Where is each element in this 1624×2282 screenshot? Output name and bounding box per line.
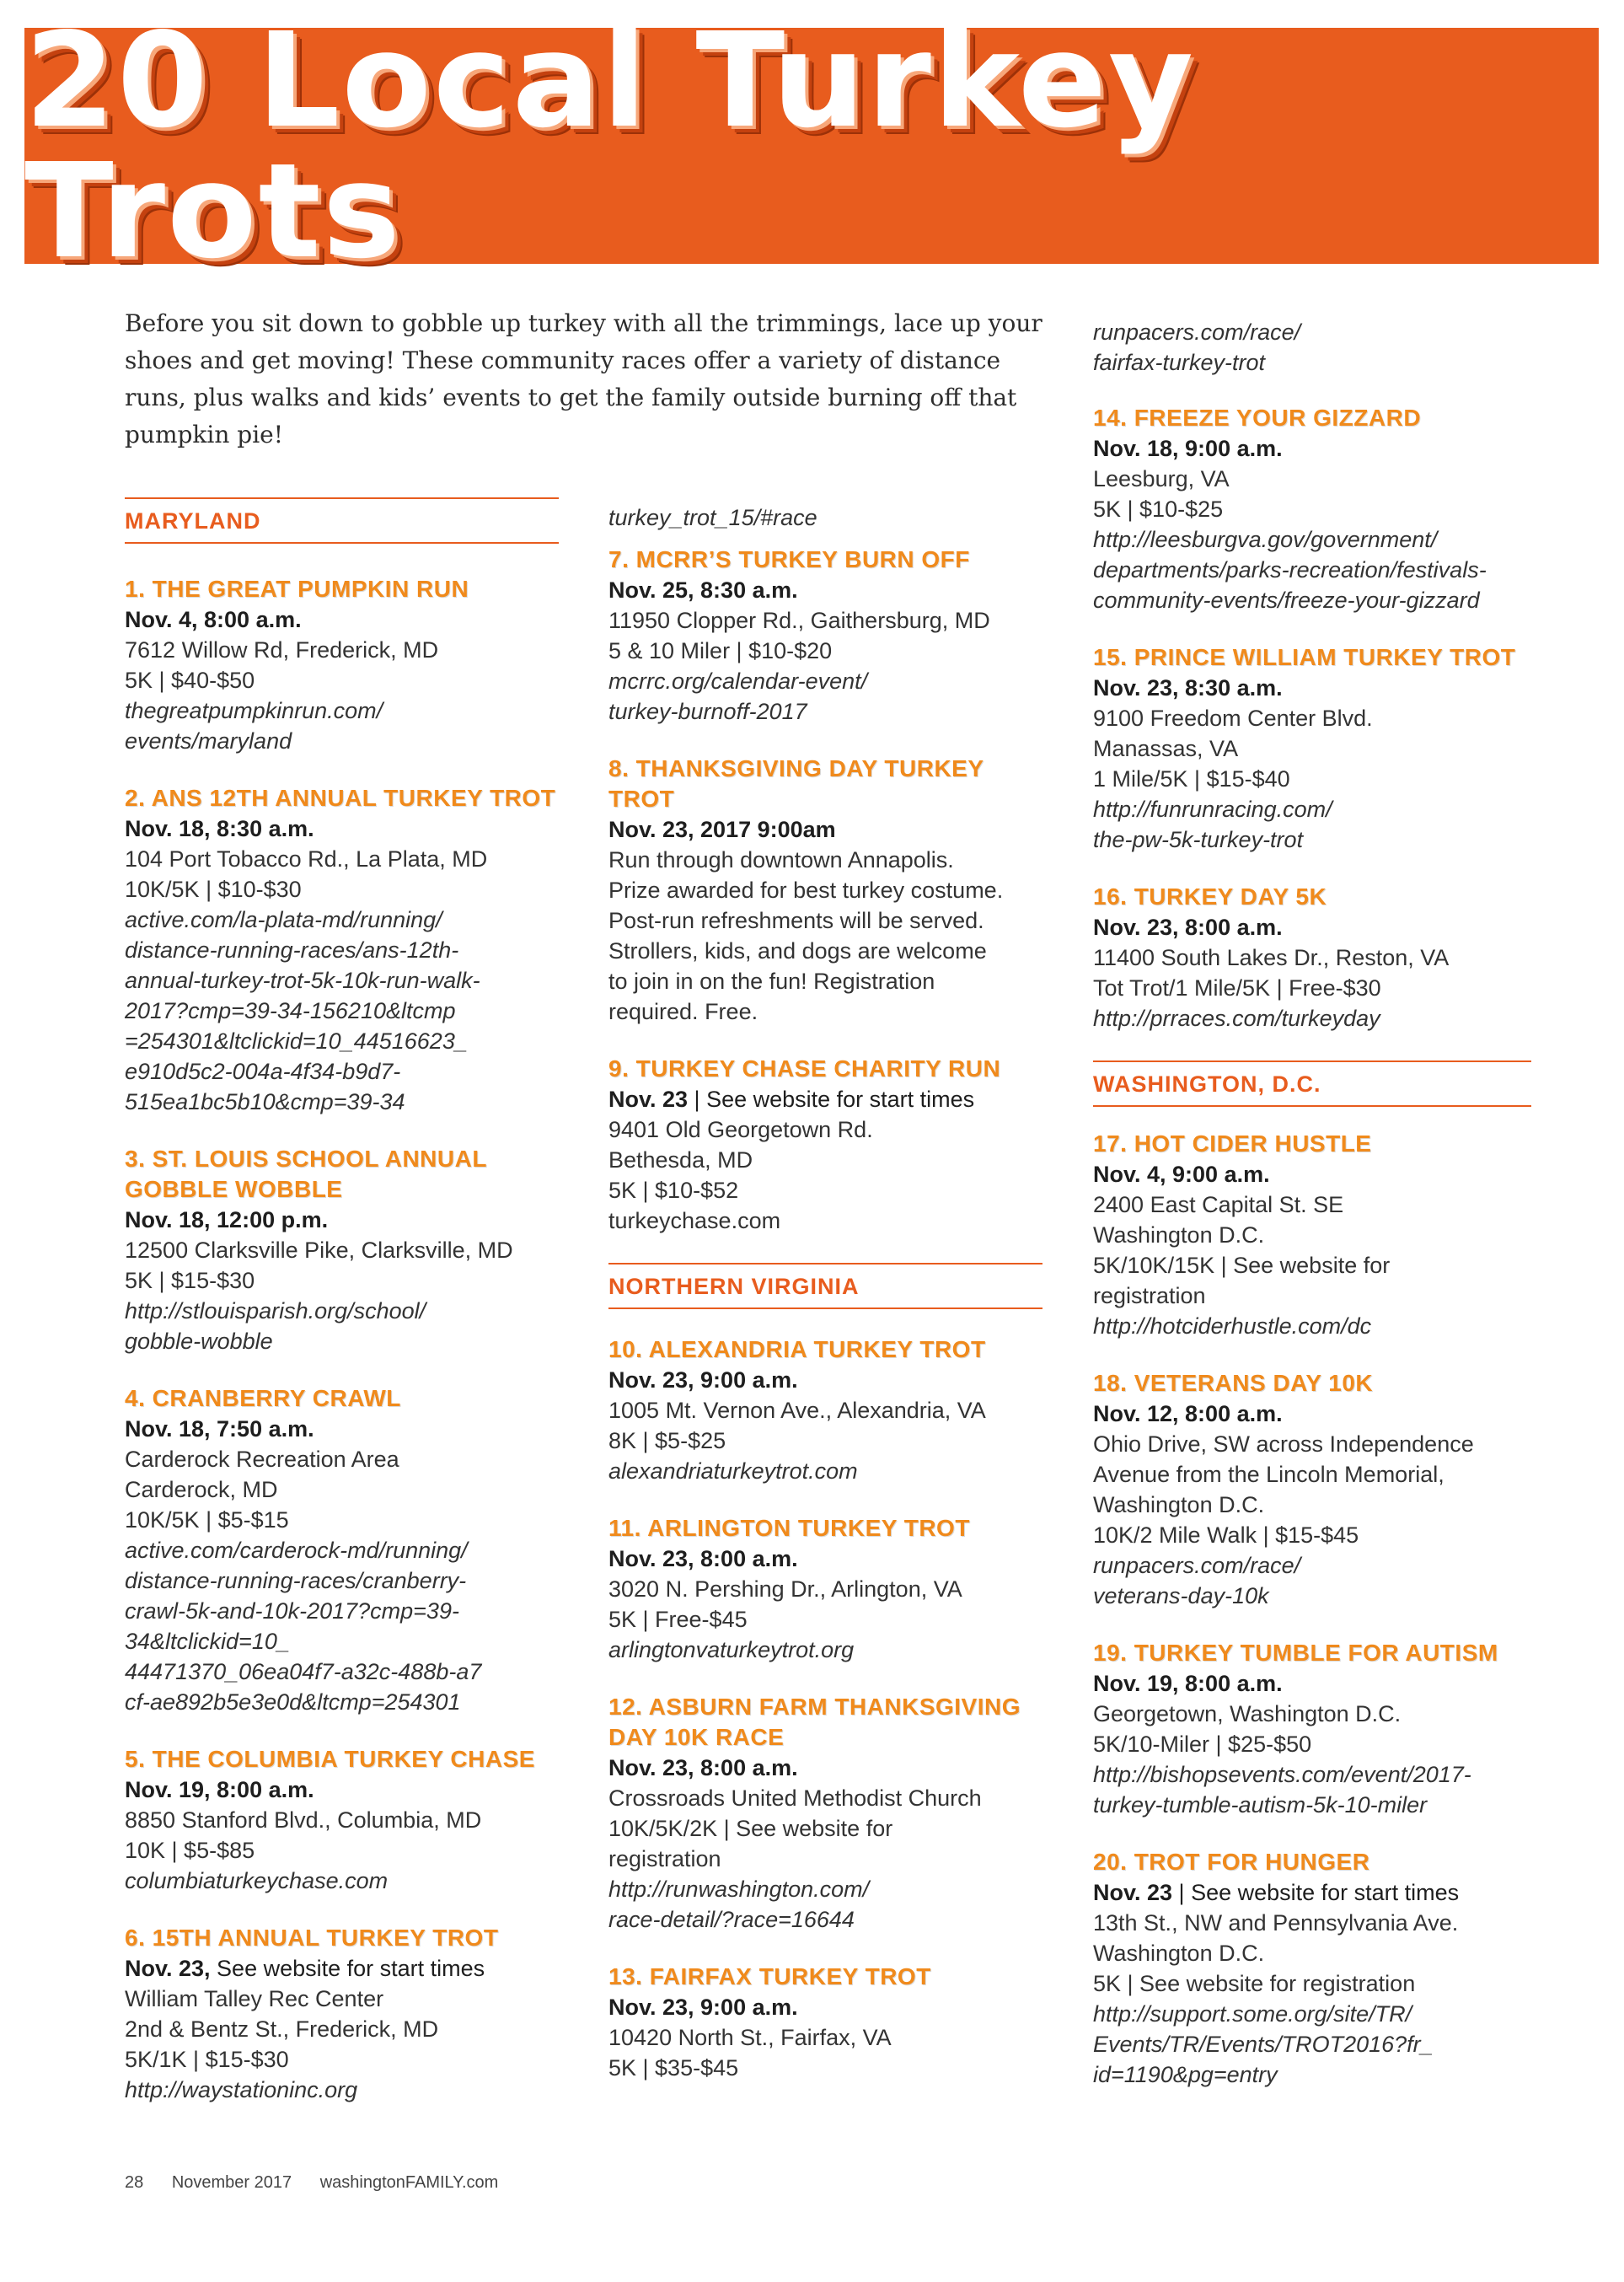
race-url[interactable]: active.com/la-plata-md/running/ [125,907,442,932]
race-date [608,1992,1042,2022]
race-date-text: Nov. 23, 9:00 a.m. [608,1995,798,2020]
race-date-text: Nov. 23, 8:30 a.m. [1093,675,1283,701]
race-url[interactable]: turkey-burnoff-2017 [608,699,807,724]
race-entry [1093,642,1531,855]
race-url[interactable]: departments/parks-recreation/festivals- [1093,557,1487,583]
race-url[interactable]: cf-ae892b5e3e0d&ltcmp=254301 [125,1689,461,1715]
title-banner [24,4,1599,287]
race-url[interactable]: distance-running-races/ans-12th- [125,937,459,963]
race-detail-line: Avenue from the Lincoln Memorial, [1093,1462,1444,1487]
race-entry [1093,1638,1531,1820]
race-url[interactable]: =254301&ltclickid=10_44516623_ [125,1028,468,1054]
race-entry [608,545,1042,727]
race-detail-line: 1 Mile/5K | $15-$40 [1093,766,1290,792]
race-url[interactable]: 44471370_06ea04f7-a32c-488b-a7 [125,1659,482,1684]
race-title: 1. THE GREAT PUMPKIN RUN [125,576,469,602]
race-url[interactable]: Events/TR/Events/TROT2016?fr_ [1093,2032,1434,2057]
race-detail-line: 10K/5K | $5-$15 [125,1507,289,1533]
page-number: 28 [125,2173,144,2192]
race-detail-line: Bethesda, MD [608,1147,753,1173]
race-url[interactable]: http://prraces.com/turkeyday [1093,1006,1380,1031]
race-date [1093,1159,1531,1189]
race-url[interactable]: gobble-wobble [125,1329,273,1354]
race-detail-line: turkeychase.com [608,1208,781,1233]
race-date-text: Nov. 23 [608,1087,689,1112]
race-url[interactable]: events/maryland [125,728,292,754]
race-date-text: Nov. 18, 9:00 a.m. [1093,436,1283,461]
race-detail-line: 5K | $15-$30 [125,1268,255,1293]
race-date [125,604,559,635]
race-title: 19. TURKEY TUMBLE FOR AUTISM [1093,1640,1498,1666]
race-url[interactable]: e910d5c2-004a-4f34-b9d7- [125,1059,401,1084]
race-detail-line: 13th St., NW and Pennsylvania Ave. [1093,1910,1459,1936]
race-detail-line: 5K | $35-$45 [608,2055,739,2081]
race-url[interactable]: id=1190&pg=entry [1093,2062,1278,2087]
race-url[interactable]: community-events/freeze-your-gizzard [1093,588,1480,613]
race-title: 9. TURKEY CHASE CHARITY RUN [608,1055,1001,1082]
race-date-text: Nov. 25, 8:30 a.m. [608,577,798,603]
race-url[interactable]: http://stlouisparish.org/school/ [125,1298,426,1324]
column-1 [125,497,559,2132]
race-detail-line: Crossroads United Methodist Church [608,1785,982,1811]
race-entry [608,1962,1042,2083]
race-date [125,1414,559,1444]
race-date [125,1953,559,1984]
page-footer [125,2173,522,2193]
race-title: 14. FREEZE YOUR GIZZARD [1093,405,1422,431]
race-detail-line: Carderock Recreation Area [125,1447,399,1472]
race-entry [1093,403,1531,615]
race-entry [1093,1129,1531,1341]
race-detail-line: Manassas, VA [1093,736,1239,761]
race-date-text: Nov. 23, 8:00 a.m. [608,1755,798,1780]
race-detail-line: 10420 North St., Fairfax, VA [608,2025,892,2050]
race-url[interactable]: turkey-tumble-autism-5k-10-miler [1093,1792,1428,1818]
section-maryland: MARYLAND [125,497,559,544]
race-date-text: Nov. 23, 8:00 a.m. [608,1546,798,1571]
race-detail-line: to join in on the fun! Registration [608,969,935,994]
race-detail-line: 9401 Old Georgetown Rd. [608,1117,873,1142]
race-date [125,813,559,844]
race-url-continued: turkey_trot_15/#race [608,505,817,530]
race-url[interactable]: http://bishopsevents.com/event/2017- [1093,1762,1471,1787]
race-date-text: Nov. 23, 9:00 a.m. [608,1367,798,1393]
race-title: 17. HOT CIDER HUSTLE [1093,1130,1372,1157]
race-title: 8. THANKSGIVING DAY TURKEY TROT [608,755,984,812]
race-url[interactable]: columbiaturkeychase.com [125,1868,389,1893]
race-title: 3. ST. LOUIS SCHOOL ANNUAL GOBBLE WOBBLE [125,1146,487,1202]
race-url[interactable]: http://leesburgva.gov/government/ [1093,527,1438,552]
race-entry [125,1383,559,1717]
race-date-note: See website for start times [210,1956,485,1981]
race-date-text: Nov. 4, 9:00 a.m. [1093,1162,1270,1187]
race-date [608,1544,1042,1574]
race-detail-line: 5K/10K/15K | See website for [1093,1253,1391,1278]
race-title: 12. ASBURN FARM THANKSGIVING DAY 10K RACE [608,1694,1021,1750]
race-date-text: Nov. 4, 8:00 a.m. [125,607,302,632]
race-entry [125,574,559,756]
race-url[interactable]: annual-turkey-trot-5k-10k-run-walk- [125,968,480,993]
race-detail-line: 5K/1K | $15-$30 [125,2047,289,2072]
race-detail-line: 9100 Freedom Center Blvd. [1093,706,1373,731]
race-url[interactable]: active.com/carderock-md/running/ [125,1538,468,1563]
race-detail-line: 3020 N. Pershing Dr., Arlington, VA [608,1576,962,1602]
race-url[interactable]: arlingtonvaturkeytrot.org [608,1637,855,1662]
race-detail-line: 5K | See website for registration [1093,1971,1416,1996]
race-date [1093,433,1531,464]
race-title: 15. PRINCE WILLIAM TURKEY TROT [1093,644,1516,670]
site-name: washingtonFAMILY.com [319,2173,499,2192]
issue-date: November 2017 [171,2173,292,2192]
race-title: 6. 15TH ANNUAL TURKEY TROT [125,1925,499,1951]
race-detail-line: 10K | $5-$85 [125,1838,255,1863]
race-date [125,1775,559,1805]
race-detail-line: 8850 Stanford Blvd., Columbia, MD [125,1807,482,1833]
race-detail-line: 12500 Clarksville Pike, Clarksville, MD [125,1238,513,1263]
race-date-text: Nov. 18, 8:30 a.m. [125,816,314,841]
race-date [1093,1668,1531,1699]
race-detail-line: 5 & 10 Miler | $10-$20 [608,638,833,663]
intro-paragraph: Before you sit down to gobble up turkey with all the trimmings, lace up your shoes and get moving! These community races offer a variety of distance runs, plus walks and kids’ events to get the family outside burning off that pumpkin pie! [125,309,1042,448]
race-detail-line: registration [1093,1283,1206,1308]
race-url[interactable]: distance-running-races/cranberry- [125,1568,467,1593]
race-detail-line: Washington D.C. [1093,1492,1265,1517]
race-entry [608,1334,1042,1486]
race-detail-line: 10K/2 Mile Walk | $15-$45 [1093,1522,1359,1548]
race-url[interactable]: alexandriaturkeytrot.com [608,1458,858,1484]
race-entry [125,1744,559,1896]
race-detail-line: 10K/5K | $10-$30 [125,877,302,902]
race-url[interactable]: http://waystationinc.org [125,2077,358,2102]
race-date [608,1084,1042,1114]
race-detail-line: Leesburg, VA [1093,466,1230,491]
race-url[interactable]: runpacers.com/race/ [1093,1553,1301,1578]
race-detail-line: 10K/5K/2K | See website for [608,1816,893,1841]
race-detail-line: Washington D.C. [1093,1222,1265,1248]
race-date-text: Nov. 18, 12:00 p.m. [125,1207,329,1232]
race-detail-line: 2400 East Capital St. SE [1093,1192,1344,1217]
race-url-continued: runpacers.com/race/ [1093,319,1301,345]
race-url[interactable]: 2017?cmp=39-34-156210&ltcmp [125,998,456,1023]
race-title: 2. ANS 12TH ANNUAL TURKEY TROT [125,785,556,811]
race-detail-line: 5K/10-Miler | $25-$50 [1093,1732,1312,1757]
race-url[interactable]: the-pw-5k-turkey-trot [1093,827,1304,852]
race-detail-line: required. Free. [608,999,758,1024]
race-detail-line: William Talley Rec Center [125,1986,384,2011]
section-northern-virginia: NORTHERN VIRGINIA [608,1263,1042,1309]
race-detail-line: 5K | $10-$25 [1093,497,1224,522]
race-detail-line: Ohio Drive, SW across Independence [1093,1431,1474,1457]
race-url[interactable]: 34&ltclickid=10_ [125,1629,290,1654]
race-url-continued: fairfax-turkey-trot [1093,350,1266,375]
race-detail-line: 11400 South Lakes Dr., Reston, VA [1093,945,1450,970]
race-date [608,1365,1042,1395]
race-detail-line: Prize awarded for best turkey costume. [608,878,1004,903]
race-detail-line: 5K | Free-$45 [608,1607,748,1632]
race-title: 5. THE COLUMBIA TURKEY CHASE [125,1746,535,1772]
page-title: 20 Local Turkey Trots [24,4,1196,287]
race-entry [608,1692,1042,1935]
race-detail-line: Washington D.C. [1093,1941,1265,1966]
race-detail-line: Post-run refreshments will be served. [608,908,984,933]
race-url[interactable]: crawl-5k-and-10k-2017?cmp=39- [125,1598,459,1624]
race-entry [125,1923,559,2105]
race-url[interactable]: race-detail/?race=16644 [608,1907,855,1932]
race-date-note: | See website for start times [1172,1880,1460,1905]
race-detail-line: 2nd & Bentz St., Frederick, MD [125,2016,439,2042]
race-title: 11. ARLINGTON TURKEY TROT [608,1515,970,1541]
race-date-text: Nov. 18, 7:50 a.m. [125,1416,314,1442]
race-date-text: Nov. 19, 8:00 a.m. [125,1777,314,1802]
race-detail-line: 5K | $40-$50 [125,668,255,693]
race-date [1093,1399,1531,1429]
race-title: 10. ALEXANDRIA TURKEY TROT [608,1336,986,1362]
race-url[interactable]: thegreatpumpkinrun.com/ [125,698,383,723]
race-date-text: Nov. 12, 8:00 a.m. [1093,1401,1283,1426]
race-entry [1093,882,1531,1034]
race-detail-line: Run through downtown Annapolis. [608,847,954,873]
race-title: 7. MCRR’S TURKEY BURN OFF [608,546,970,572]
race-date [608,814,1042,845]
column-2 [608,502,1042,2110]
race-url[interactable]: http://funrunracing.com/ [1093,797,1332,822]
race-date [1093,912,1531,942]
race-title: 20. TROT FOR HUNGER [1093,1849,1370,1875]
race-entry [608,1513,1042,1665]
race-detail-line: Tot Trot/1 Mile/5K | Free-$30 [1093,975,1381,1001]
race-entry [608,754,1042,1027]
race-date-text: Nov. 23 [1093,1880,1173,1905]
race-date-text: Nov. 23, [125,1956,211,1981]
race-detail-line: 1005 Mt. Vernon Ave., Alexandria, VA [608,1398,986,1423]
race-title: 13. FAIRFAX TURKEY TROT [608,1963,931,1989]
race-url[interactable]: http://hotciderhustle.com/dc [1093,1313,1372,1339]
race-detail-line: 7612 Willow Rd, Frederick, MD [125,637,439,663]
race-date [608,575,1042,605]
race-detail-line: 11950 Clopper Rd., Gaithersburg, MD [608,608,990,633]
race-detail-line: Georgetown, Washington D.C. [1093,1701,1402,1726]
column-3 [1093,317,1531,2117]
race-url[interactable]: 515ea1bc5b10&cmp=39-34 [125,1089,405,1114]
race-entry [1093,1368,1531,1611]
race-url[interactable]: http://support.some.org/site/TR/ [1093,2001,1412,2027]
race-entry [608,1054,1042,1236]
race-detail-line: 8K | $5-$25 [608,1428,726,1453]
section-washington-dc: WASHINGTON, D.C. [1093,1060,1531,1107]
race-date-note: | See website for start times [688,1087,975,1112]
race-url[interactable]: http://runwashington.com/ [608,1877,870,1902]
race-date [125,1205,559,1235]
race-date [1093,1877,1531,1908]
race-detail-line: 104 Port Tobacco Rd., La Plata, MD [125,846,488,872]
race-title: 18. VETERANS DAY 10K [1093,1370,1374,1396]
race-entry [125,1144,559,1356]
race-url[interactable]: veterans-day-10k [1093,1583,1269,1608]
race-title: 16. TURKEY DAY 5K [1093,883,1327,910]
race-detail-line: 5K | $10-$52 [608,1178,739,1203]
race-date-text: Nov. 23, 8:00 a.m. [1093,915,1283,940]
race-detail-line: Carderock, MD [125,1477,278,1502]
race-date [1093,673,1531,703]
race-date-text: Nov. 19, 8:00 a.m. [1093,1671,1283,1696]
race-date [608,1753,1042,1783]
race-entry [125,783,559,1117]
race-url[interactable]: mcrrc.org/calendar-event/ [608,668,868,694]
race-detail-line: Strollers, kids, and dogs are welcome [608,938,987,964]
race-date-text: Nov. 23, 2017 9:00am [608,817,836,842]
race-title: 4. CRANBERRY CRAWL [125,1385,401,1411]
race-entry [1093,1847,1531,2090]
race-detail-line: registration [608,1846,721,1871]
